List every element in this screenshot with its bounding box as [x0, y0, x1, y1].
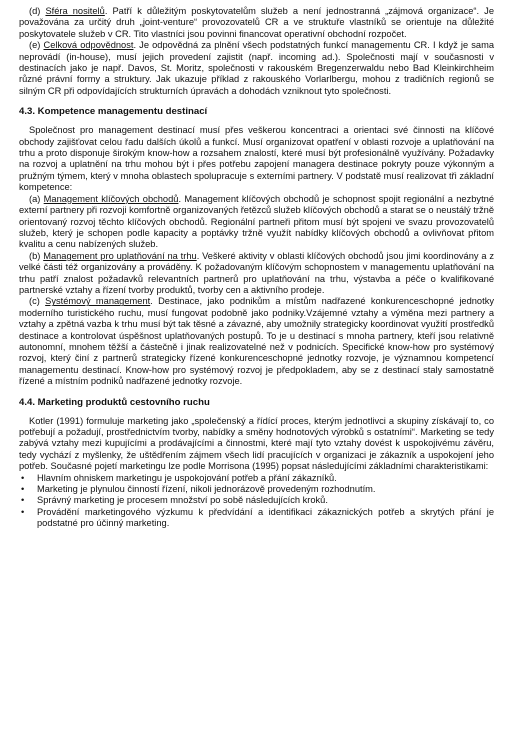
paragraph-text: . Veškeré aktivity v oblasti klíčových obchodů jsou jimi koordinovány a z velké části též organizovány a prováděny. K požadovaným klíčovým schopnostem v managementu uplatňování na trhu patří znalost požadavků relevantních partnerů pro uplatňování na trhu, výstavba a péče o kvalifikované partnerské vztahy a řízení tvorby produktů, tvorby cen a aktivního prodeje.	[19, 250, 494, 295]
section-heading-4-3: 4.3. Kompetence managementu destinací	[19, 106, 208, 118]
bullet-icon: •	[21, 506, 25, 517]
item-prefix: (e)	[29, 40, 44, 51]
paragraph-sfera-nositelu	[19, 6, 494, 40]
list-item	[19, 473, 494, 484]
item-prefix: (a)	[29, 193, 44, 204]
list-item	[19, 495, 494, 506]
paragraph-management-klicovych-obchodu	[19, 194, 494, 251]
paragraph-text: . Je odpovědná za plnění všech podstatných funkcí managementu CR. I když je sama neprovádí (in-house), musí jejich provedení zajistit (např. incoming ad.). Společnosti mají v současnosti v destinacích jako je např. Davos, St. Moritz, společnosti v rakouském Bregenzerwaldu nebo Bad Kleinkirchheim různé právní formy a struktury. Jak ukazuje příklad z rakouského Vorlarlbergu, mohou z tradičních regionů se silným CR při odpovídajících strukturních úpravách a dohodách vzniknout tyto společnosti.	[19, 40, 495, 96]
paragraph-text: . Management klíčových obchodů je schopnost spojit regionální a nezbytné externí partnery při rozvoji komfortně organizovaných řetězců služeb klíčových obchodů a starat se o neustálý tržně orientovaný rozvoj těchto klíčových obchodů. Regionální partneři přitom musí být spojeni ve svazu provozovatelů služeb, který je schopen podle kapacity a poptávky tržně využít nabídky klíčových obchodů a ovlivňovat přitom kvalitu a cenu nabízených služeb.	[19, 193, 494, 250]
list-item	[19, 484, 494, 495]
item-prefix: (d)	[29, 6, 46, 16]
paragraph-text: . Destinace, jako podnikům a místům nadřazené konkurenceschopné jednotky moderního turistického ruchu, musí fungovat podobně jako podniky.Vzájemné vztahy a výměna mezi partnery a vztahy a zpětná vazba k trhu musí být tak těsné a závazné, aby umožnily strategicky koordinovat využití prostředků destinace a kontrolovat úspěšnost uplatňovaných postupů. To je u destinací s mnoha partnery, kteří jsou relativně autonomní, mnohem těžší a částečně i jinak realizovatelné než v podnicích. Specifické know-how pro systémový rozvoj, který činí z partnerů strategicky řízené konkurenceschopné jednotky rozvoje, je významnou kompetencí managementu destinací. Know-how pro systémový rozvoj je předpokladem, aby se z destinací staly samostatně řízené a místním podniků nadřazené jednotky rozvoje.	[19, 296, 494, 387]
list-item-text: Marketing je plynulou činností řízení, nikoli jednorázově provedeným rozhodnutím.	[37, 484, 376, 495]
paragraph-text: Kotler (1991) formuluje marketing jako „společenský a řídící proces, kterým jednotlivci a skupiny získávají to, co potřebují a požadují, prostřednictvím tvorby, nabídky a směny hodnotových výrobků s ostatními“. Marketing se tedy zabývá vztahy mezi kupujícími a prodávajícími a činnostmi, které mají tyto vztahy dovést k uspokojivému závěru, tedy vychází z myšlenky, že uštědřením zájmem všech lidí pracujících v organizaci je zákazník a uspokojení jeho potřeb. Současné pojetí marketingu lze podle Morrisona (1995) popsat následujícími základními charakteristikami:	[19, 415, 494, 472]
paragraph-management-uplatnovani	[19, 251, 494, 297]
bullet-icon: •	[21, 484, 25, 495]
item-prefix: (b)	[29, 250, 44, 261]
term-celkova-odpovednost: Celková odpovědnost	[43, 40, 134, 51]
term-sfera-nositelu: Sféra nositelů	[45, 6, 105, 16]
section-heading-4-4: 4.4. Marketing produktů cestovního ruchu	[19, 396, 210, 408]
term-management-uplatnovani: Management pro uplatňování na trhu	[43, 250, 197, 261]
term-systemovy-management: Systémový management	[45, 296, 151, 307]
bullet-icon: •	[21, 472, 25, 483]
paragraph-text: Společnost pro management destinací musí přes veškerou koncentraci a orientaci své činnosti na klíčové obchody zajišťovat celou řadu dalších úkolů a funkcí. Musí organizovat opatření v oblasti rozvoje a uplatňování na trhu a proto disponuje širokým know-how a rozsahem znalostí, které musí být profesionálně využívány. Požadavky na rozvoj a uplatnění na trhu mohou být i přes potřebu zapojení managera destinace pokryty pouze výkonným a pružným týmem, který v mnoha oblastech spolupracuje s externími partnery. V podstatě musí realizovat tři základní kompetence:	[19, 125, 494, 193]
paragraph-intro-kompetence	[19, 125, 494, 193]
bullet-icon: •	[21, 495, 25, 506]
paragraph-systemovy-management	[19, 296, 494, 387]
bullet-list-marketing	[19, 473, 494, 530]
list-item	[19, 507, 494, 530]
item-prefix: (c)	[29, 296, 46, 307]
paragraph-kotler-marketing	[19, 416, 494, 473]
list-item-text: Správný marketing je procesem množství po sobě následujících kroků.	[37, 495, 328, 506]
paragraph-text: . Patří k důležitým poskytovatelům služeb a není jednostranná „zájmová organizace“. Je považována za určitý druh „joint-venture“ provozovatelů CR a ve struktuře vlastníků se orientuje na důležité poskytovatele služeb v CR. Tito vlastníci jsou povinni financovat operativní obchodní rozpočet.	[19, 6, 494, 39]
list-item-text: Provádění marketingového výzkumu k předvídání a identifikaci zákaznických potřeb a skrytých přání je podstatné pro účinný marketing.	[37, 506, 494, 529]
paragraph-celkova-odpovednost	[19, 40, 494, 97]
list-item-text: Hlavním ohniskem marketingu je uspokojování potřeb a přání zákazníků.	[37, 472, 337, 483]
term-management-klicovych-obchodu: Management klíčových obchodů	[43, 193, 179, 204]
